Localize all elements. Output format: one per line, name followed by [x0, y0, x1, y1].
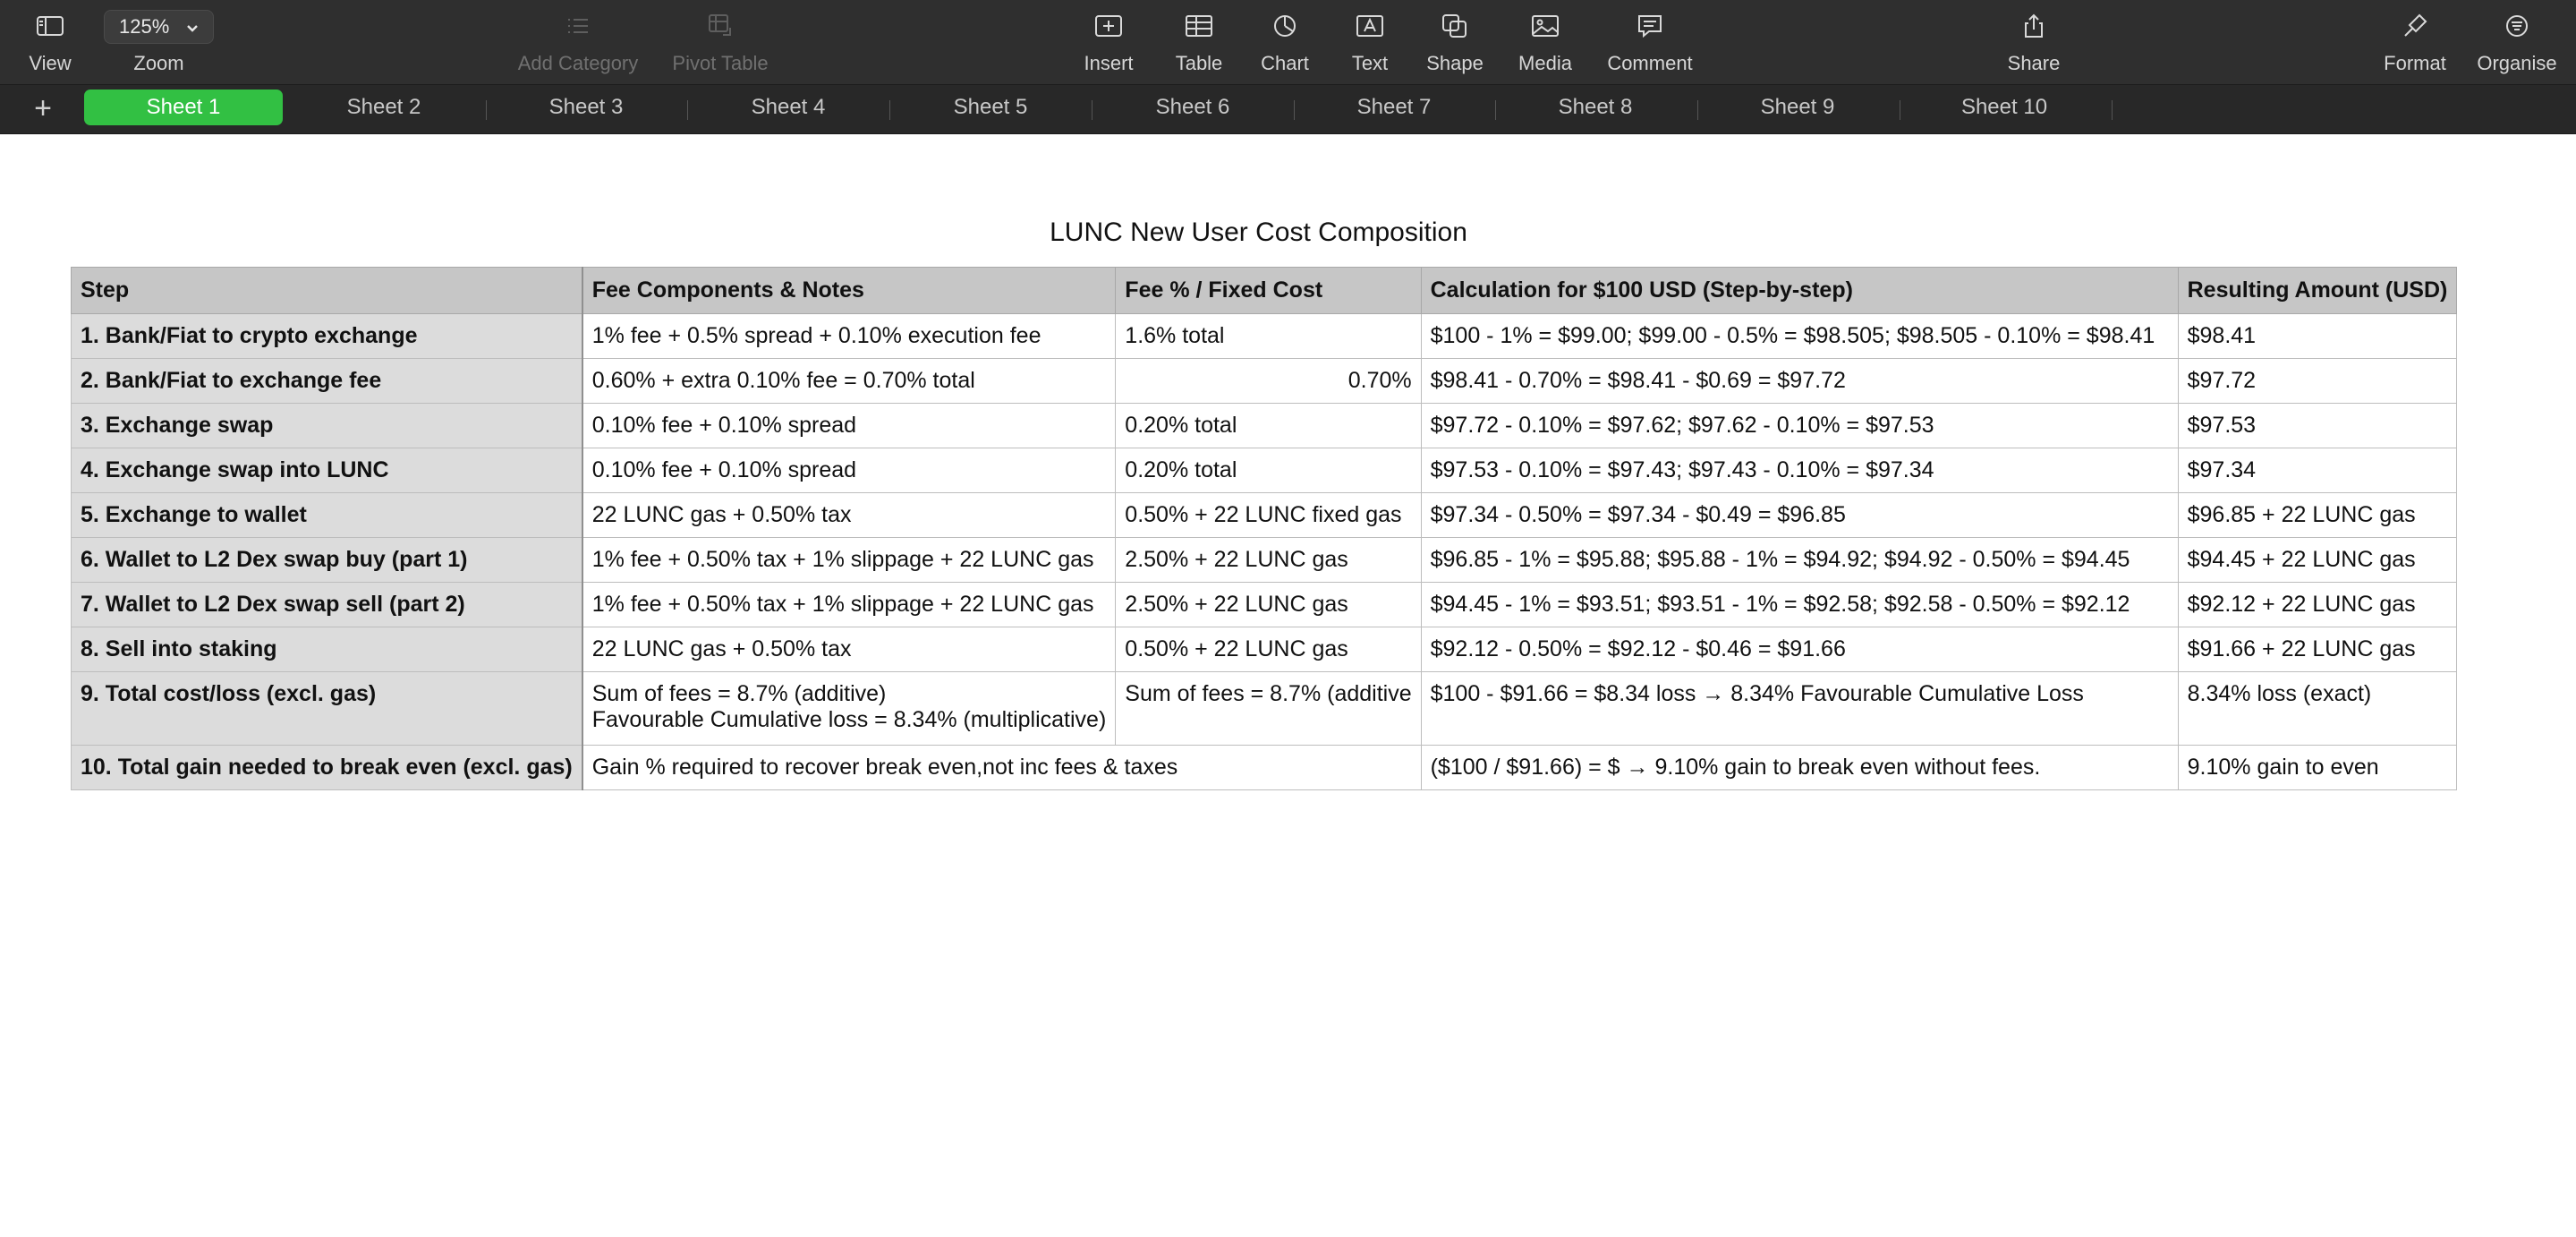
- tab-separator: [2112, 100, 2113, 120]
- step-cell[interactable]: 8. Sell into staking: [72, 627, 582, 672]
- add-sheet-button[interactable]: +: [34, 91, 52, 125]
- tab-sheet-9[interactable]: Sheet 9: [1760, 95, 1835, 119]
- toolbar: [0, 0, 2576, 85]
- table-button[interactable]: [1163, 0, 1235, 84]
- header-cell-result[interactable]: Resulting Amount (USD): [2178, 268, 2457, 314]
- table-row: [72, 314, 2457, 359]
- organise-icon: [2501, 11, 2533, 41]
- format-label: Format: [2384, 52, 2446, 74]
- notes-cell[interactable]: 0.10% fee + 0.10% spread: [582, 404, 1116, 448]
- add-category-label: Add Category: [517, 52, 639, 74]
- insert-label: Insert: [1084, 52, 1134, 74]
- chart-label: Chart: [1261, 52, 1309, 74]
- notes-cell[interactable]: 22 LUNC gas + 0.50% tax: [582, 493, 1116, 538]
- fee-cell[interactable]: 2.50% + 22 LUNC gas: [1116, 583, 1421, 627]
- calculation-cell[interactable]: $97.34 - 0.50% = $97.34 - $0.49 = $96.85: [1421, 493, 2178, 538]
- table-row: [72, 583, 2457, 627]
- tab-sheet-10[interactable]: Sheet 10: [1960, 95, 2048, 119]
- text-label: Text: [1351, 52, 1389, 74]
- tab-sheet-8[interactable]: Sheet 8: [1558, 95, 1633, 119]
- calculation-cell[interactable]: $94.45 - 1% = $93.51; $93.51 - 1% = $92.58; $92.58 - 0.50% = $92.12: [1421, 583, 2178, 627]
- result-cell[interactable]: $97.34: [2178, 448, 2457, 493]
- tab-sheet-2[interactable]: Sheet 2: [346, 95, 421, 119]
- tab-separator: [687, 100, 688, 120]
- view-button[interactable]: [16, 0, 84, 84]
- tab-sheet-1[interactable]: Sheet 1: [84, 90, 283, 125]
- pie-chart-icon: [1269, 11, 1301, 41]
- pivot-table-icon: [704, 11, 736, 41]
- comment-button[interactable]: [1596, 0, 1704, 84]
- header-cell-fee[interactable]: Fee % / Fixed Cost: [1116, 268, 1421, 314]
- format-button[interactable]: [2376, 0, 2454, 84]
- pivot-table-button[interactable]: [662, 0, 778, 84]
- table-row: [72, 746, 2457, 790]
- sidebar-icon: [34, 11, 66, 41]
- calculation-cell[interactable]: $92.12 - 0.50% = $92.12 - $0.46 = $91.66: [1421, 627, 2178, 672]
- calculation-cell[interactable]: $97.72 - 0.10% = $97.62; $97.62 - 0.10% = $97.53: [1421, 404, 2178, 448]
- notes-cell[interactable]: [582, 672, 1116, 746]
- result-cell[interactable]: $97.53: [2178, 404, 2457, 448]
- comment-icon: [1634, 11, 1666, 41]
- text-box-icon: [1354, 11, 1386, 41]
- notes-line: Sum of fees = 8.7% (additive): [591, 681, 887, 706]
- share-label: Share: [2007, 52, 2061, 74]
- calculation-cell[interactable]: $98.41 - 0.70% = $98.41 - $0.69 = $97.72: [1421, 359, 2178, 404]
- zoom-control: [104, 0, 214, 84]
- result-cell[interactable]: 9.10% gain to even: [2178, 746, 2457, 790]
- table-row: [72, 493, 2457, 538]
- view-label: View: [29, 52, 72, 74]
- pivot-table-label: Pivot Table: [672, 52, 769, 74]
- share-button[interactable]: [1998, 0, 2070, 84]
- media-button[interactable]: [1509, 0, 1581, 84]
- calculation-cell[interactable]: ($100 / $91.66) = $ → 9.10% gain to break even without fees.: [1421, 746, 2178, 790]
- fee-cell[interactable]: 0.50% + 22 LUNC gas: [1116, 627, 1421, 672]
- media-label: Media: [1518, 52, 1572, 74]
- result-cell[interactable]: $92.12 + 22 LUNC gas: [2178, 583, 2457, 627]
- list-icon: [562, 11, 594, 41]
- insert-icon: [1092, 11, 1125, 41]
- step-cell[interactable]: 4. Exchange swap into LUNC: [72, 448, 582, 493]
- zoom-label: Zoom: [133, 52, 184, 74]
- share-icon: [2018, 11, 2050, 41]
- fee-cell[interactable]: 0.20% total: [1116, 448, 1421, 493]
- organise-label: Organise: [2477, 52, 2557, 74]
- shape-icon: [1439, 11, 1471, 41]
- step-cell[interactable]: 1. Bank/Fiat to crypto exchange: [72, 314, 582, 359]
- notes-cell[interactable]: Gain % required to recover break even,not inc fees & taxes: [582, 746, 1421, 790]
- text-button[interactable]: [1334, 0, 1406, 84]
- header-cell-notes[interactable]: Fee Components & Notes: [582, 268, 1116, 314]
- fee-cell[interactable]: 0.20% total: [1116, 404, 1421, 448]
- notes-cell[interactable]: 0.60% + extra 0.10% fee = 0.70% total: [582, 359, 1116, 404]
- result-cell[interactable]: 8.34% loss (exact): [2178, 672, 2457, 746]
- tab-sheet-5[interactable]: Sheet 5: [953, 95, 1028, 119]
- result-cell[interactable]: $94.45 + 22 LUNC gas: [2178, 538, 2457, 583]
- notes-line: Favourable Cumulative loss = 8.34% (multiplicative): [591, 707, 1107, 732]
- step-cell[interactable]: 6. Wallet to L2 Dex swap buy (part 1): [72, 538, 582, 583]
- table-row: [72, 404, 2457, 448]
- shape-label: Shape: [1426, 52, 1484, 74]
- notes-cell[interactable]: 1% fee + 0.50% tax + 1% slippage + 22 LUNC gas: [582, 538, 1116, 583]
- tab-sheet-4[interactable]: Sheet 4: [751, 95, 826, 119]
- insert-button[interactable]: [1073, 0, 1144, 84]
- cost-table[interactable]: [71, 267, 2457, 790]
- fee-cell[interactable]: 2.50% + 22 LUNC gas: [1116, 538, 1421, 583]
- tab-separator: [889, 100, 890, 120]
- paintbrush-icon: [2399, 11, 2431, 41]
- step-cell[interactable]: 9. Total cost/loss (excl. gas): [72, 672, 582, 746]
- chart-button[interactable]: [1249, 0, 1321, 84]
- table-row: [72, 359, 2457, 404]
- organise-button[interactable]: [2468, 0, 2566, 84]
- sheet-tab-bar: [0, 85, 2576, 134]
- result-cell[interactable]: $96.85 + 22 LUNC gas: [2178, 493, 2457, 538]
- header-row: [72, 268, 2457, 314]
- step-cell[interactable]: 3. Exchange swap: [72, 404, 582, 448]
- notes-cell[interactable]: 22 LUNC gas + 0.50% tax: [582, 627, 1116, 672]
- notes-cell[interactable]: 0.10% fee + 0.10% spread: [582, 448, 1116, 493]
- table-row: [72, 448, 2457, 493]
- calculation-cell[interactable]: $97.53 - 0.10% = $97.43; $97.43 - 0.10% = $97.34: [1421, 448, 2178, 493]
- table-icon: [1183, 11, 1215, 41]
- calculation-cell[interactable]: $100 - 1% = $99.00; $99.00 - 0.5% = $98.505; $98.505 - 0.10% = $98.41: [1421, 314, 2178, 359]
- step-cell[interactable]: 10. Total gain needed to break even (excl. gas): [72, 746, 582, 790]
- comment-label: Comment: [1607, 52, 1693, 74]
- calculation-cell[interactable]: $96.85 - 1% = $95.88; $95.88 - 1% = $94.92; $94.92 - 0.50% = $94.45: [1421, 538, 2178, 583]
- table-title[interactable]: LUNC New User Cost Composition: [1050, 218, 1467, 247]
- table-row: [72, 627, 2457, 672]
- step-cell[interactable]: 5. Exchange to wallet: [72, 493, 582, 538]
- step-cell[interactable]: 7. Wallet to L2 Dex swap sell (part 2): [72, 583, 582, 627]
- table-row: [72, 672, 2457, 746]
- result-cell[interactable]: $91.66 + 22 LUNC gas: [2178, 627, 2457, 672]
- header-cell-step[interactable]: Step: [72, 268, 582, 314]
- calculation-cell[interactable]: $100 - $91.66 = $8.34 loss → 8.34% Favourable Cumulative Loss: [1421, 672, 2178, 746]
- fee-cell[interactable]: 1.6% total: [1116, 314, 1421, 359]
- header-cell-calculation[interactable]: Calculation for $100 USD (Step-by-step): [1421, 268, 2178, 314]
- fee-cell[interactable]: 0.70%: [1116, 359, 1421, 404]
- table-label: Table: [1175, 52, 1223, 74]
- tab-sheet-3[interactable]: Sheet 3: [548, 95, 624, 119]
- photo-icon: [1529, 11, 1561, 41]
- notes-cell[interactable]: 1% fee + 0.5% spread + 0.10% execution fee: [582, 314, 1116, 359]
- fee-cell[interactable]: Sum of fees = 8.7% (additive: [1116, 672, 1421, 746]
- notes-cell[interactable]: 1% fee + 0.50% tax + 1% slippage + 22 LUNC gas: [582, 583, 1116, 627]
- zoom-value: 125%: [119, 15, 170, 38]
- result-cell[interactable]: $98.41: [2178, 314, 2457, 359]
- fee-cell[interactable]: 0.50% + 22 LUNC fixed gas: [1116, 493, 1421, 538]
- tab-sheet-7[interactable]: Sheet 7: [1356, 95, 1432, 119]
- add-category-button[interactable]: [506, 0, 650, 84]
- result-cell[interactable]: $97.72: [2178, 359, 2457, 404]
- step-cell[interactable]: 2. Bank/Fiat to exchange fee: [72, 359, 582, 404]
- shape-button[interactable]: [1419, 0, 1491, 84]
- tab-sheet-6[interactable]: Sheet 6: [1155, 95, 1230, 119]
- table-row: [72, 538, 2457, 583]
